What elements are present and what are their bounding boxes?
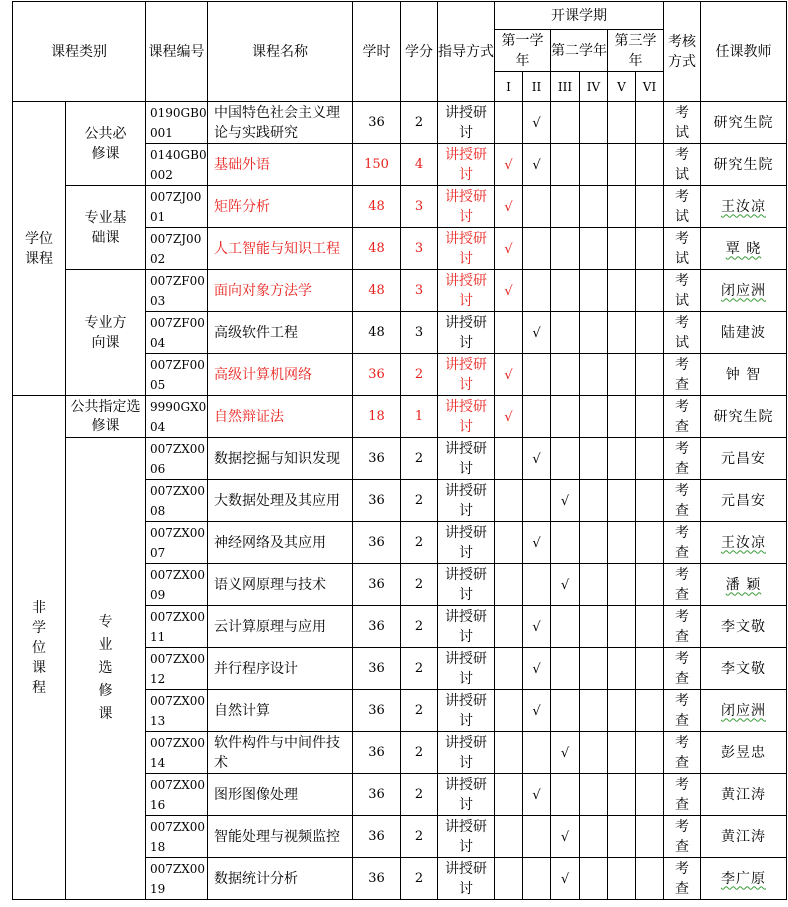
term-cell-1: √ — [495, 144, 523, 186]
course-teacher — [701, 270, 787, 312]
course-teacher — [701, 606, 787, 648]
course-hours: 150 — [353, 144, 401, 186]
term-cell-5 — [608, 354, 636, 396]
course-hours: 36 — [353, 648, 401, 690]
term-cell-1 — [495, 480, 523, 522]
term-cell-3 — [551, 270, 580, 312]
curriculum-table — [12, 1, 787, 900]
course-hours: 36 — [353, 816, 401, 858]
course-hours: 48 — [353, 228, 401, 270]
course-method: 讲授研讨 — [438, 648, 495, 690]
course-credits: 2 — [401, 816, 438, 858]
term-cell-6 — [636, 396, 664, 438]
course-exam: 考试 — [664, 228, 701, 270]
course-hours: 18 — [353, 396, 401, 438]
term-cell-3 — [551, 648, 580, 690]
term-2: II — [523, 72, 551, 102]
course-exam: 考查 — [664, 858, 701, 900]
header-hours: 学时 — [353, 2, 401, 102]
term-cell-2: √ — [523, 312, 551, 354]
term-cell-4 — [580, 774, 608, 816]
course-hours: 36 — [353, 858, 401, 900]
course-credits: 2 — [401, 438, 438, 480]
course-method: 讲授研讨 — [438, 690, 495, 732]
course-credits: 2 — [401, 480, 438, 522]
term-cell-5 — [608, 690, 636, 732]
term-cell-3 — [551, 102, 580, 144]
course-method: 讲授研讨 — [438, 858, 495, 900]
course-method: 讲授研讨 — [438, 774, 495, 816]
course-teacher-text: 王汝凉 — [721, 534, 766, 551]
term-cell-6 — [636, 144, 664, 186]
term-cell-3 — [551, 228, 580, 270]
course-credits: 2 — [401, 774, 438, 816]
term-cell-3 — [551, 438, 580, 480]
term-cell-3 — [551, 312, 580, 354]
course-exam: 考查 — [664, 774, 701, 816]
course-exam: 考试 — [664, 270, 701, 312]
term-cell-1: √ — [495, 228, 523, 270]
table-row — [13, 438, 787, 480]
term-cell-6 — [636, 648, 664, 690]
course-hours: 36 — [353, 102, 401, 144]
term-cell-2 — [523, 732, 551, 774]
course-teacher — [701, 858, 787, 900]
term-cell-1 — [495, 438, 523, 480]
course-code: 007ZJ0002 — [146, 228, 208, 270]
course-credits: 1 — [401, 396, 438, 438]
term-cell-5 — [608, 102, 636, 144]
course-code: 007ZX0013 — [146, 690, 208, 732]
course-name: 人工智能与知识工程 — [208, 228, 353, 270]
course-hours: 36 — [353, 774, 401, 816]
course-credits: 2 — [401, 354, 438, 396]
term-cell-4 — [580, 606, 608, 648]
subgroup-major-direction: 专业方向课 — [66, 270, 146, 396]
term-cell-4 — [580, 648, 608, 690]
term-cell-2 — [523, 858, 551, 900]
subgroup-major-elective: 专业选修课 — [66, 438, 146, 900]
course-name: 自然计算 — [208, 690, 353, 732]
course-teacher-text: 王汝凉 — [721, 198, 766, 215]
term-1: I — [495, 72, 523, 102]
course-teacher — [701, 144, 787, 186]
header-semesters: 开课学期 — [495, 2, 664, 30]
term-cell-1 — [495, 732, 523, 774]
course-name: 自然辩证法 — [208, 396, 353, 438]
course-name: 大数据处理及其应用 — [208, 480, 353, 522]
term-cell-2: √ — [523, 102, 551, 144]
term-cell-4 — [580, 144, 608, 186]
term-cell-3: √ — [551, 480, 580, 522]
term-cell-4 — [580, 312, 608, 354]
term-cell-4 — [580, 396, 608, 438]
course-exam: 考查 — [664, 732, 701, 774]
term-cell-4 — [580, 102, 608, 144]
course-name: 智能处理与视频监控 — [208, 816, 353, 858]
course-name: 高级软件工程 — [208, 312, 353, 354]
course-code: 007ZX0006 — [146, 438, 208, 480]
course-teacher — [701, 438, 787, 480]
term-cell-5 — [608, 522, 636, 564]
group-nondegree: 非学位课程 — [13, 396, 66, 900]
term-cell-6 — [636, 816, 664, 858]
course-method: 讲授研讨 — [438, 228, 495, 270]
course-teacher — [701, 648, 787, 690]
course-credits: 2 — [401, 858, 438, 900]
course-code: 007ZX0011 — [146, 606, 208, 648]
course-code: 007ZX0007 — [146, 522, 208, 564]
course-teacher — [701, 690, 787, 732]
term-cell-6 — [636, 102, 664, 144]
course-teacher-text: 研究生院 — [713, 408, 774, 425]
course-credits: 2 — [401, 732, 438, 774]
term-cell-4 — [580, 690, 608, 732]
term-cell-3: √ — [551, 564, 580, 606]
course-hours: 48 — [353, 312, 401, 354]
term-cell-1: √ — [495, 396, 523, 438]
course-exam: 考查 — [664, 648, 701, 690]
course-code: 0140GB0002 — [146, 144, 208, 186]
course-method: 讲授研讨 — [438, 606, 495, 648]
term-cell-5 — [608, 858, 636, 900]
course-teacher — [701, 102, 787, 144]
course-method: 讲授研讨 — [438, 732, 495, 774]
course-method: 讲授研讨 — [438, 564, 495, 606]
term-cell-6 — [636, 312, 664, 354]
course-exam: 考试 — [664, 102, 701, 144]
course-name: 中国特色社会主义理论与实践研究 — [208, 102, 353, 144]
course-teacher-text: 研究生院 — [713, 114, 774, 131]
term-cell-3 — [551, 186, 580, 228]
term-cell-4 — [580, 858, 608, 900]
course-code: 007ZF0004 — [146, 312, 208, 354]
course-teacher-text: 覃 晓 — [725, 240, 762, 257]
course-name: 高级计算机网络 — [208, 354, 353, 396]
term-cell-5 — [608, 564, 636, 606]
header-method: 指导方式 — [438, 2, 495, 102]
term-cell-1 — [495, 774, 523, 816]
course-exam: 考查 — [664, 354, 701, 396]
term-cell-3: √ — [551, 732, 580, 774]
term-cell-2 — [523, 564, 551, 606]
course-exam: 考试 — [664, 144, 701, 186]
course-exam: 考试 — [664, 312, 701, 354]
course-code: 007ZX0016 — [146, 774, 208, 816]
term-cell-2 — [523, 228, 551, 270]
course-teacher-text: 闭应洲 — [721, 282, 766, 299]
course-teacher-text: 研究生院 — [713, 156, 774, 173]
term-cell-2: √ — [523, 648, 551, 690]
term-cell-1 — [495, 858, 523, 900]
term-cell-1 — [495, 522, 523, 564]
course-credits: 4 — [401, 144, 438, 186]
term-cell-5 — [608, 480, 636, 522]
course-code: 007ZF0003 — [146, 270, 208, 312]
header-category: 课程类别 — [13, 2, 146, 102]
term-cell-4 — [580, 270, 608, 312]
header-teacher: 任课教师 — [701, 2, 787, 102]
course-name: 基础外语 — [208, 144, 353, 186]
term-cell-2 — [523, 270, 551, 312]
term-cell-4 — [580, 732, 608, 774]
course-method: 讲授研讨 — [438, 480, 495, 522]
course-exam: 考查 — [664, 438, 701, 480]
term-cell-5 — [608, 606, 636, 648]
term-cell-4 — [580, 564, 608, 606]
course-credits: 3 — [401, 228, 438, 270]
course-code: 9990GX004 — [146, 396, 208, 438]
term-cell-2 — [523, 186, 551, 228]
term-cell-1 — [495, 690, 523, 732]
course-teacher — [701, 228, 787, 270]
term-cell-5 — [608, 396, 636, 438]
term-cell-6 — [636, 606, 664, 648]
course-exam: 考查 — [664, 522, 701, 564]
term-cell-3 — [551, 354, 580, 396]
term-cell-1 — [495, 564, 523, 606]
term-cell-5 — [608, 732, 636, 774]
term-cell-6 — [636, 270, 664, 312]
term-cell-2: √ — [523, 144, 551, 186]
course-teacher-text: 潘 颖 — [725, 576, 762, 593]
course-teacher-text: 李文敬 — [721, 660, 766, 677]
course-teacher-text: 黄江涛 — [721, 786, 766, 803]
course-teacher — [701, 186, 787, 228]
term-cell-4 — [580, 186, 608, 228]
term-4: IV — [580, 72, 608, 102]
course-hours: 36 — [353, 354, 401, 396]
term-6: VI — [636, 72, 664, 102]
course-code: 007ZX0009 — [146, 564, 208, 606]
course-teacher-text: 李文敬 — [721, 618, 766, 635]
course-exam: 考查 — [664, 396, 701, 438]
term-cell-1 — [495, 606, 523, 648]
table-row — [13, 186, 787, 228]
term-cell-2 — [523, 354, 551, 396]
course-teacher — [701, 312, 787, 354]
term-cell-1: √ — [495, 186, 523, 228]
term-cell-6 — [636, 186, 664, 228]
course-name: 软件构件与中间件技术 — [208, 732, 353, 774]
course-method: 讲授研讨 — [438, 396, 495, 438]
header-year1: 第一学年 — [495, 30, 551, 72]
course-teacher — [701, 732, 787, 774]
course-hours: 36 — [353, 522, 401, 564]
course-hours: 48 — [353, 186, 401, 228]
term-cell-6 — [636, 858, 664, 900]
header-code: 课程编号 — [146, 2, 208, 102]
term-cell-1 — [495, 312, 523, 354]
course-teacher — [701, 816, 787, 858]
term-cell-6 — [636, 522, 664, 564]
term-cell-6 — [636, 480, 664, 522]
course-exam: 考查 — [664, 564, 701, 606]
term-cell-4 — [580, 228, 608, 270]
course-teacher — [701, 564, 787, 606]
term-cell-3: √ — [551, 816, 580, 858]
course-name: 数据挖掘与知识发现 — [208, 438, 353, 480]
table-row — [13, 270, 787, 312]
term-cell-2: √ — [523, 606, 551, 648]
course-exam: 考查 — [664, 480, 701, 522]
term-cell-4 — [580, 480, 608, 522]
course-hours: 36 — [353, 564, 401, 606]
term-5: V — [608, 72, 636, 102]
course-hours: 36 — [353, 438, 401, 480]
term-cell-5 — [608, 648, 636, 690]
term-cell-1: √ — [495, 270, 523, 312]
course-code: 007ZX0018 — [146, 816, 208, 858]
group-degree: 学位课程 — [13, 102, 66, 396]
course-code: 007ZF0005 — [146, 354, 208, 396]
term-cell-5 — [608, 144, 636, 186]
course-name: 面向对象方法学 — [208, 270, 353, 312]
course-teacher-text: 元昌安 — [721, 492, 766, 509]
course-name: 并行程序设计 — [208, 648, 353, 690]
course-exam: 考查 — [664, 606, 701, 648]
course-hours: 36 — [353, 606, 401, 648]
course-teacher — [701, 522, 787, 564]
subgroup-major-basic: 专业基础课 — [66, 186, 146, 270]
term-cell-6 — [636, 438, 664, 480]
course-code: 0190GB0001 — [146, 102, 208, 144]
course-code: 007ZJ0001 — [146, 186, 208, 228]
term-cell-6 — [636, 690, 664, 732]
term-cell-3 — [551, 396, 580, 438]
term-cell-5 — [608, 186, 636, 228]
course-method: 讲授研讨 — [438, 102, 495, 144]
course-teacher — [701, 480, 787, 522]
header-name: 课程名称 — [208, 2, 353, 102]
term-cell-3 — [551, 144, 580, 186]
term-cell-2 — [523, 816, 551, 858]
course-name: 语义网原理与技术 — [208, 564, 353, 606]
term-cell-4 — [580, 438, 608, 480]
course-teacher — [701, 774, 787, 816]
course-teacher-text: 李广原 — [721, 870, 766, 887]
subgroup-public-required: 公共必修课 — [66, 102, 146, 186]
term-cell-2: √ — [523, 522, 551, 564]
course-teacher-text: 彭昱忠 — [721, 744, 766, 761]
term-cell-1 — [495, 648, 523, 690]
term-cell-4 — [580, 522, 608, 564]
course-method: 讲授研讨 — [438, 144, 495, 186]
course-name: 矩阵分析 — [208, 186, 353, 228]
term-cell-3 — [551, 522, 580, 564]
header-exam: 考核方式 — [664, 2, 701, 102]
term-cell-3 — [551, 606, 580, 648]
term-cell-1 — [495, 102, 523, 144]
course-method: 讲授研讨 — [438, 270, 495, 312]
course-hours: 36 — [353, 480, 401, 522]
term-3: III — [551, 72, 580, 102]
term-cell-3: √ — [551, 858, 580, 900]
course-credits: 3 — [401, 312, 438, 354]
course-exam: 考查 — [664, 816, 701, 858]
course-hours: 48 — [353, 270, 401, 312]
course-code: 007ZX0014 — [146, 732, 208, 774]
term-cell-5 — [608, 228, 636, 270]
table-row — [13, 396, 787, 438]
term-cell-2 — [523, 396, 551, 438]
term-cell-6 — [636, 228, 664, 270]
course-credits: 2 — [401, 606, 438, 648]
term-cell-5 — [608, 312, 636, 354]
term-cell-5 — [608, 816, 636, 858]
term-cell-6 — [636, 732, 664, 774]
term-cell-2: √ — [523, 774, 551, 816]
course-teacher-text: 黄江涛 — [721, 828, 766, 845]
term-cell-6 — [636, 564, 664, 606]
header-year2: 第二学年 — [551, 30, 608, 72]
course-credits: 2 — [401, 690, 438, 732]
term-cell-1: √ — [495, 354, 523, 396]
course-method: 讲授研讨 — [438, 438, 495, 480]
course-teacher-text: 钟 智 — [725, 366, 762, 383]
course-credits: 2 — [401, 648, 438, 690]
course-credits: 2 — [401, 564, 438, 606]
course-method: 讲授研讨 — [438, 186, 495, 228]
term-cell-3 — [551, 774, 580, 816]
term-cell-5 — [608, 438, 636, 480]
course-credits: 3 — [401, 270, 438, 312]
term-cell-6 — [636, 774, 664, 816]
course-method: 讲授研讨 — [438, 816, 495, 858]
course-teacher-text: 元昌安 — [721, 450, 766, 467]
course-name: 云计算原理与应用 — [208, 606, 353, 648]
course-credits: 2 — [401, 522, 438, 564]
course-teacher — [701, 354, 787, 396]
course-method: 讲授研讨 — [438, 312, 495, 354]
course-method: 讲授研讨 — [438, 522, 495, 564]
term-cell-5 — [608, 774, 636, 816]
course-code: 007ZX0012 — [146, 648, 208, 690]
term-cell-2: √ — [523, 690, 551, 732]
subgroup-public-elective: 公共指定选修课 — [66, 396, 146, 438]
course-name: 神经网络及其应用 — [208, 522, 353, 564]
course-hours: 36 — [353, 690, 401, 732]
course-teacher-text: 闭应洲 — [721, 702, 766, 719]
term-cell-2: √ — [523, 438, 551, 480]
course-credits: 2 — [401, 102, 438, 144]
table-row — [13, 102, 787, 144]
course-exam: 考查 — [664, 690, 701, 732]
course-credits: 3 — [401, 186, 438, 228]
term-cell-5 — [608, 270, 636, 312]
term-cell-1 — [495, 816, 523, 858]
course-name: 图形图像处理 — [208, 774, 353, 816]
term-cell-3 — [551, 690, 580, 732]
term-cell-4 — [580, 816, 608, 858]
header-year3: 第三学年 — [608, 30, 664, 72]
header-credits: 学分 — [401, 2, 438, 102]
course-code: 007ZX0019 — [146, 858, 208, 900]
course-name: 数据统计分析 — [208, 858, 353, 900]
term-cell-6 — [636, 354, 664, 396]
course-method: 讲授研讨 — [438, 354, 495, 396]
course-teacher — [701, 396, 787, 438]
term-cell-2 — [523, 480, 551, 522]
course-code: 007ZX0008 — [146, 480, 208, 522]
course-hours: 36 — [353, 732, 401, 774]
course-exam: 考试 — [664, 186, 701, 228]
course-teacher-text: 陆建波 — [721, 324, 766, 341]
term-cell-4 — [580, 354, 608, 396]
